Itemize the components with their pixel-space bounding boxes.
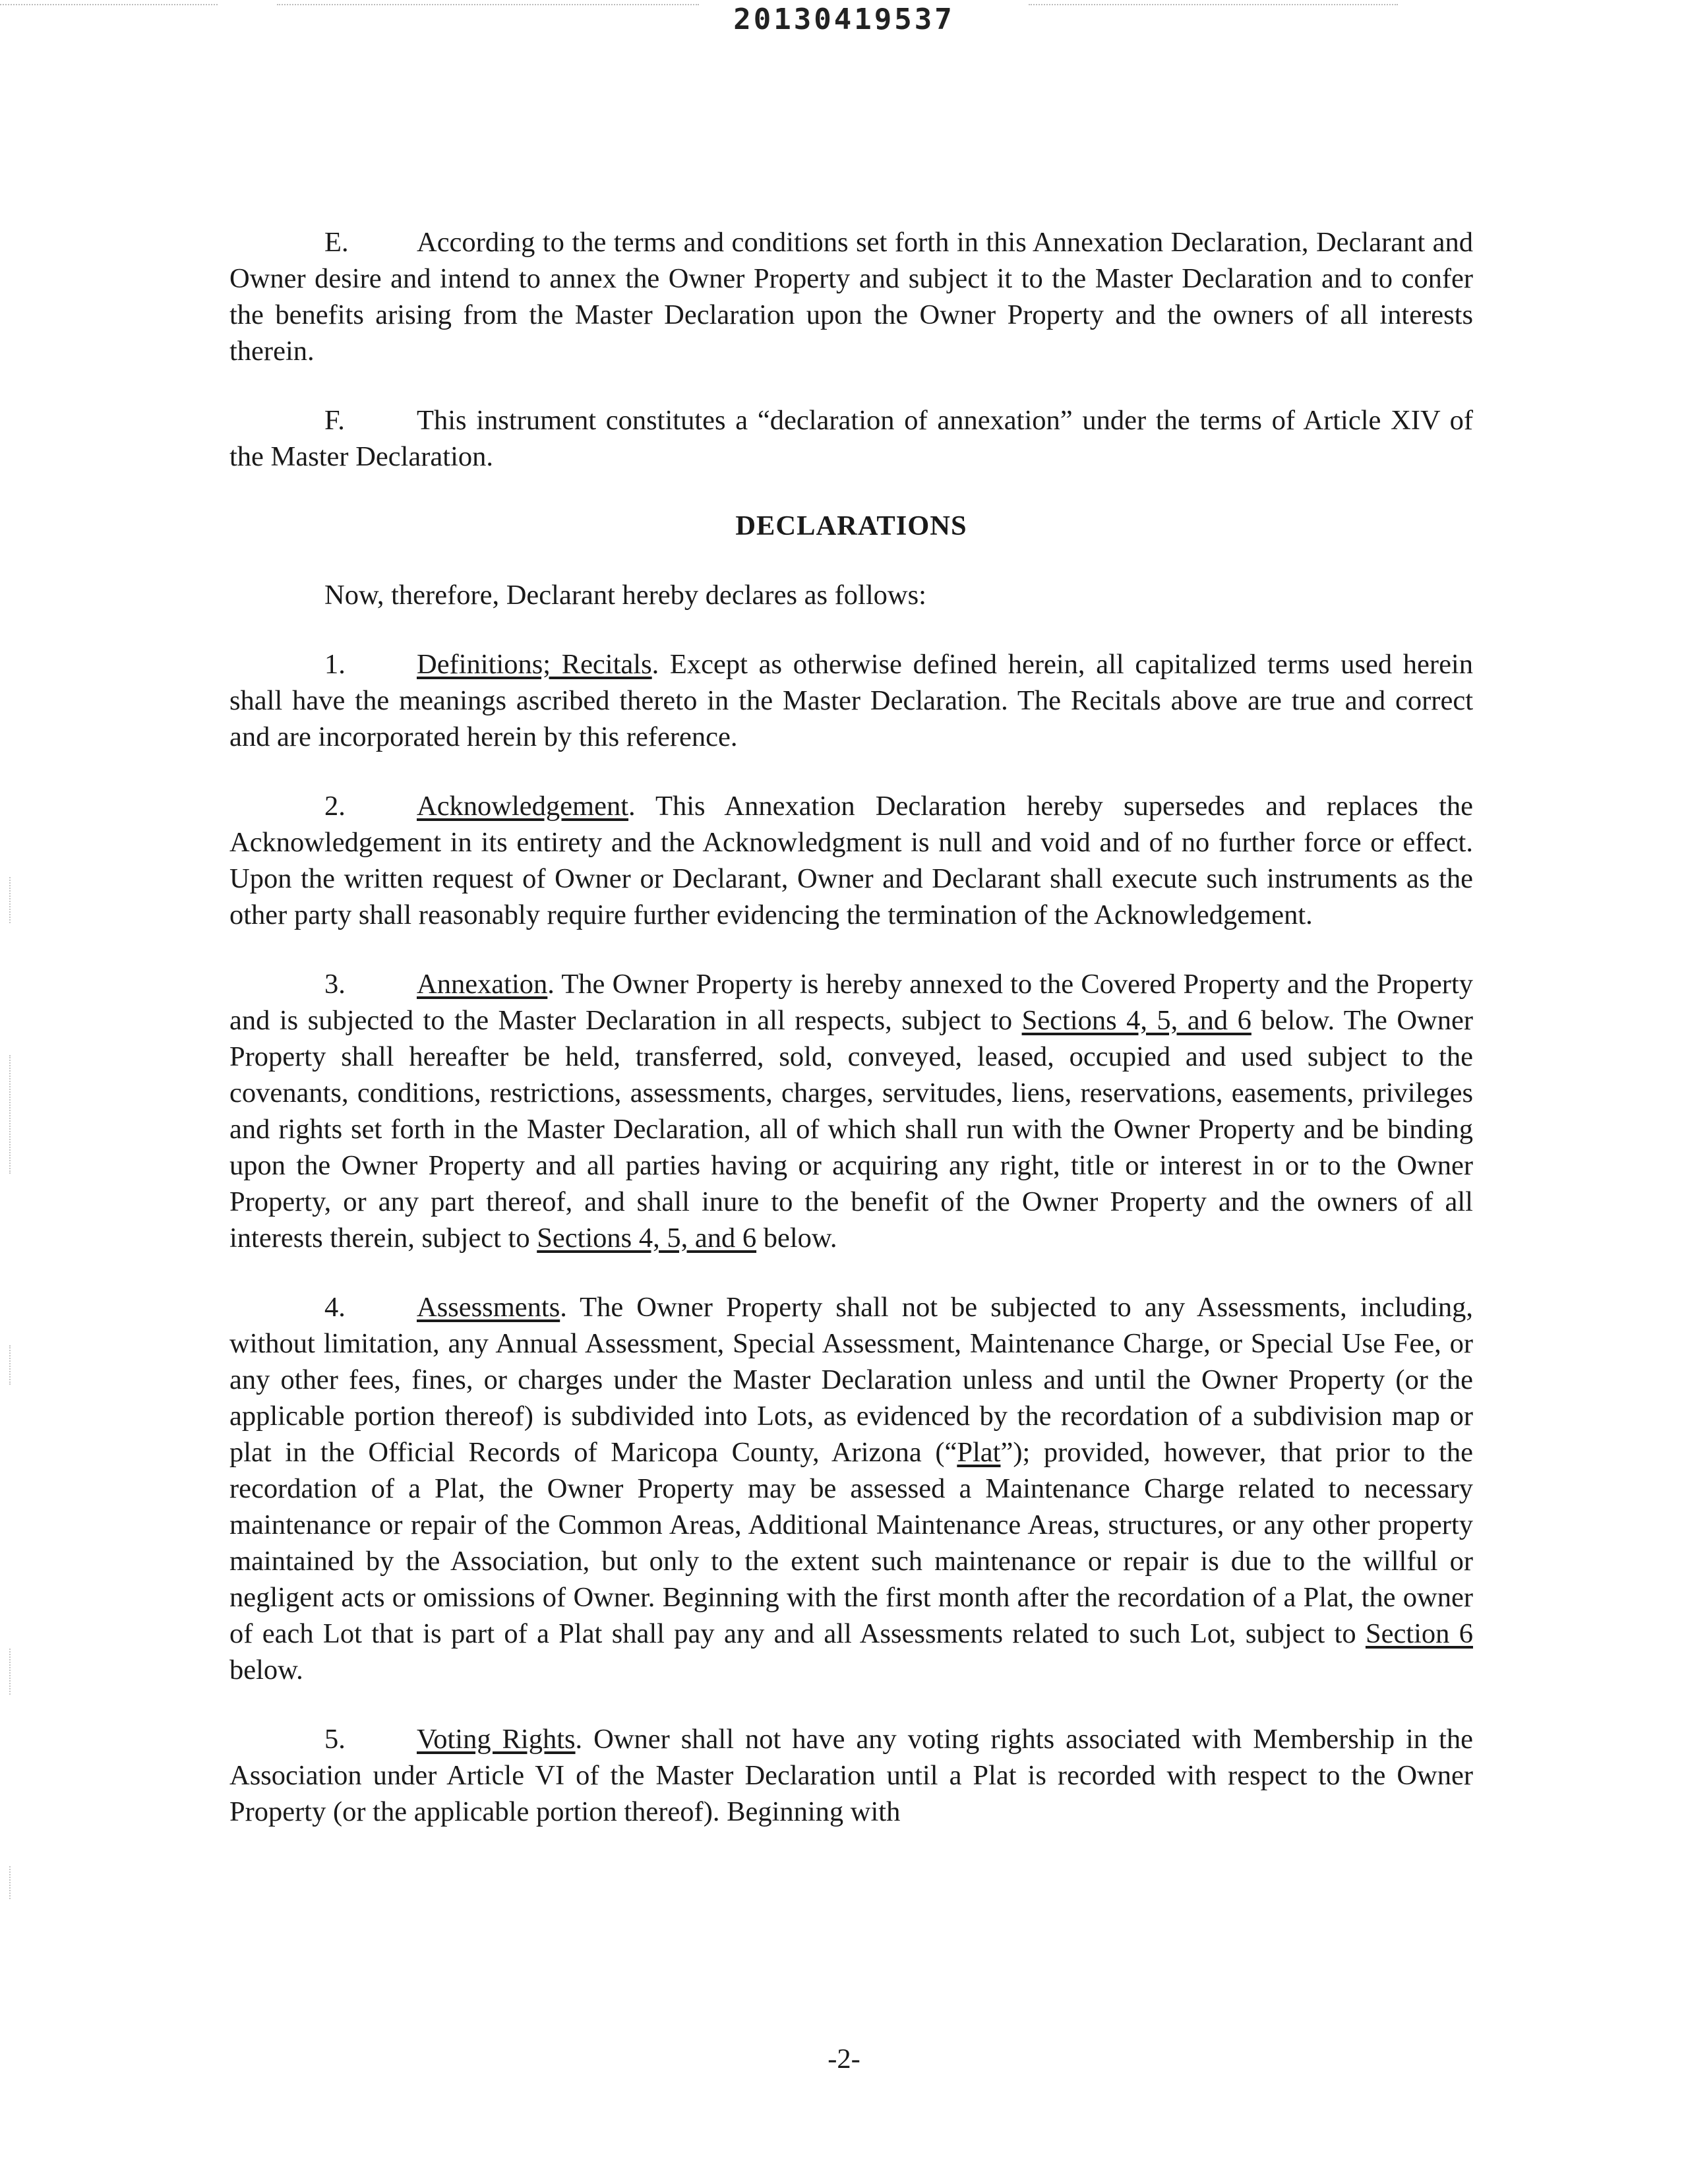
document-body: [229, 224, 1473, 1863]
scan-artifact-side-3: [9, 1345, 11, 1385]
section-4: [229, 1289, 1473, 1688]
section-5-number: 5.: [324, 1724, 346, 1755]
section-1-text: . Except as otherwise defined herein, all capitalized terms used herein shall have the meanings ascribed thereto in the Master Declaration. The Recitals above are true and correct and are incorporated herein by this reference.: [229, 649, 1473, 752]
recital-f-number: F.: [324, 405, 345, 436]
section-5-title: Voting Rights: [417, 1724, 576, 1755]
section-2-text: . This Annexation Declaration hereby supersedes and replaces the Acknowledgement in its entirety and the Acknowledgment is null and void and of no further force or effect. Upon the written request of Owner or Declarant, Owner and Declarant shall execute such instruments as the other party shall reasonably require further evidencing the termination of the Acknowledgement.: [229, 791, 1473, 930]
recital-f-text: This instrument constitutes a “declaration of annexation” under the terms of Article XIV of the Master Declaration.: [229, 405, 1473, 472]
section-3-text-b: below. The Owner Property shall hereafter be held, transferred, sold, conveyed, leased, occupied and used subject to the covenants, conditions, restrictions, assessments, charges, servitudes, liens, reservations, easements, privileges and rights set forth in the Master Declaration, all of which shall run with the Owner Property and be binding upon the Owner Property and all parties having or acquiring any right, title or interest in or to the Owner Property, or any part thereof, and shall inure to the benefit of the Owner Property and the owners of all interests therein, subject to: [229, 1005, 1473, 1254]
section-1-title: Definitions; Recitals: [417, 649, 652, 680]
recital-e: [229, 224, 1473, 369]
section-3-reference-a: Sections 4, 5, and 6: [1021, 1005, 1251, 1036]
scan-artifact-side-1: [9, 877, 11, 923]
section-3-title: Annexation: [417, 969, 548, 1000]
recital-e-text: According to the terms and conditions set forth in this Annexation Declaration, Declarant and Owner desire and intend to annex the Owner Property and subject it to the Master Declaration and to confer the benefits arising from the Master Declaration upon the Owner Property and the owners of all interests therein.: [229, 227, 1473, 367]
section-4-text-b: ”); provided, however, that prior to the recordation of a Plat, the Owner Property may be assessed a Maintenance Charge related to necessary maintenance or repair of the Common Areas, Additional Maintenance Areas, structures, or any other property maintained by the Association, but only to the extent such maintenance or repair is due to the willful or negligent acts or omissions of Owner. Beginning with the first month after the recordation of a Plat, the owner of each Lot that is part of a Plat shall pay any and all Assessments related to such Lot, subject to: [229, 1437, 1474, 1649]
section-4-reference: Section 6: [1365, 1618, 1473, 1649]
declarations-heading: DECLARATIONS: [735, 510, 967, 541]
page-number: -2-: [828, 2044, 860, 2075]
section-3-number: 3.: [324, 969, 346, 1000]
section-2-number: 2.: [324, 791, 346, 822]
section-5: [229, 1721, 1473, 1830]
section-4-plat-term: Plat: [957, 1437, 1001, 1468]
scan-artifact-side-4: [9, 1649, 11, 1695]
section-3: [229, 966, 1473, 1256]
scan-artifact-side-2: [9, 1055, 11, 1174]
section-4-text-a: . The Owner Property shall not be subjected to any Assessments, including, without limitation, any Annual Assessment, Special Assessment, Maintenance Charge, or Special Use Fee, or any other fees, fines, or charges under the Master Declaration unless and until the Owner Property (or the applicable portion thereof) is subdivided into Lots, as evidenced by the recordation of a subdivision map or plat in the Official Records of Maricopa County, Arizona (“: [229, 1292, 1473, 1468]
scan-artifact-side-5: [9, 1866, 11, 1899]
section-1: [229, 646, 1473, 755]
document-number: 20130419537: [733, 3, 955, 36]
section-4-title: Assessments: [417, 1292, 560, 1323]
section-5-text: . Owner shall not have any voting rights associated with Membership in the Association under Article VI of the Master Declaration until a Plat is recorded with respect to the Owner Property (or the applicable portion thereof). Beginning with: [229, 1724, 1473, 1827]
recital-f: [229, 402, 1473, 475]
section-2: [229, 788, 1473, 933]
section-4-number: 4.: [324, 1292, 346, 1323]
section-4-text-c: below.: [229, 1654, 303, 1685]
section-3-reference-b: Sections 4, 5, and 6: [537, 1223, 757, 1254]
recital-e-number: E.: [324, 227, 349, 258]
section-3-text-c: below.: [756, 1223, 837, 1254]
section-2-title: Acknowledgement: [417, 791, 629, 822]
section-1-number: 1.: [324, 649, 346, 680]
section-3-text-a: . The Owner Property is hereby annexed to the Covered Property and the Property and is subjected to the Master Declaration in all respects, subject to: [229, 969, 1473, 1036]
declarations-intro: Now, therefore, Declarant hereby declares as follows:: [324, 580, 926, 611]
